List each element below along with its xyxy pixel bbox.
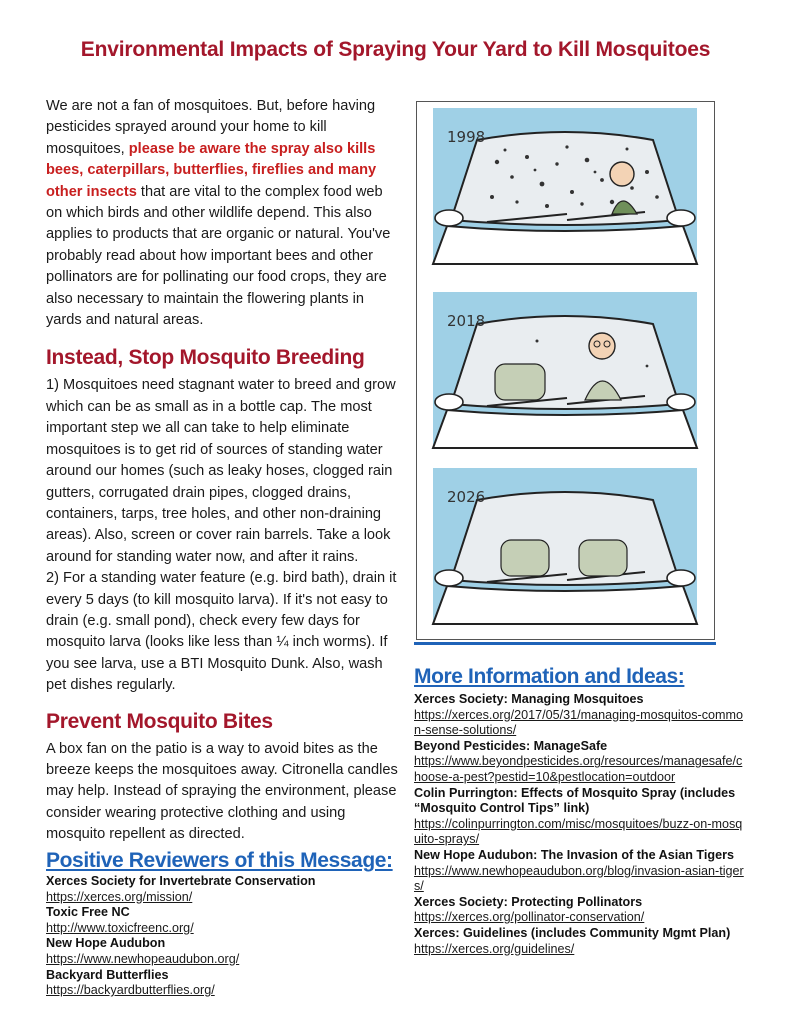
resource-link[interactable]: https://colinpurrington.com/misc/mosquitoes/buzz-on-mosquito-sprays/ <box>414 816 743 847</box>
page-title: Environmental Impacts of Spraying Your Yard to Kill Mosquitoes <box>80 38 711 61</box>
resource-link[interactable]: https://www.beyondpesticides.org/resources/managesafe/choose-a-pest?pestid=10&pestlocation=outdoor <box>414 754 743 784</box>
reviewers-heading: Positive Reviewers of this Message: <box>46 849 393 872</box>
prevent-bites-heading: Prevent Mosquito Bites <box>46 709 273 733</box>
reviewers-list <box>46 874 406 999</box>
windshield-cartoon <box>416 101 715 640</box>
resource-link[interactable]: https://www.newhopeaudubon.org/blog/invasion-asian-tigers/ <box>414 863 744 894</box>
reviewer-name: Xerces Society for Invertebrate Conservation <box>46 874 316 888</box>
driver-seat <box>579 540 627 576</box>
resource-link[interactable]: https://xerces.org/guidelines/ <box>414 941 575 956</box>
year-label: 1998 <box>447 128 486 146</box>
resource-title: New Hope Audubon: The Invasion of the Asian Tigers <box>414 847 734 862</box>
more-info-section <box>414 664 744 957</box>
reviewer-name: Toxic Free NC <box>46 905 130 920</box>
year-label: 2026 <box>447 488 486 506</box>
panel-2018 <box>433 292 697 448</box>
section-divider <box>414 642 716 645</box>
intro-paragraph <box>46 96 398 331</box>
reviewer-link[interactable]: https://xerces.org/mission/ <box>46 889 193 904</box>
resource-title: Xerces: Guidelines (includes Community Mgmt Plan) <box>414 925 731 940</box>
resource-title: Xerces Society: Protecting Pollinators <box>414 894 643 909</box>
more-info-heading: More Information and Ideas: <box>414 665 685 688</box>
stop-breeding-step-2: 2) For a standing water feature (e.g. bird bath), drain it every 5 days (to kill mosquito larva). If it's not easy to drain (e.g. small pond), check every few days for mosquito larva (looks like less than ¼ inch worms). If you see larva, use a BTI Mosquito Dunk. Also, wash pet dishes regularly. <box>46 570 397 694</box>
reviewers-section <box>46 848 406 999</box>
panel-1998 <box>433 108 697 264</box>
resource-title: Beyond Pesticides: ManageSafe <box>414 738 608 753</box>
resource-link[interactable]: https://xerces.org/2017/05/31/managing-mosquitos-common-sense-solutions/ <box>414 707 744 738</box>
reviewer-name: New Hope Audubon <box>46 936 166 951</box>
main-text-column <box>46 96 398 846</box>
prevent-bites-paragraph: A box fan on the patio is a way to avoid bites as the breeze keeps the mosquitoes away. Citronella candles may help. Instead of spraying the environment, please consider wearing protective clothing and using mosquito repellent as directed. <box>46 740 398 843</box>
cartoon-svg <box>417 102 714 639</box>
stop-breeding-heading: Instead, Stop Mosquito Breeding <box>46 346 365 370</box>
reviewer-link[interactable]: https://backyardbutterflies.org/ <box>46 983 215 998</box>
intro-text-end: that are vital to the complex food web on which birds and other wildlife depend. This also applies to products that are organic or natural. You've probably read about how important bees and other pollinators are for pollinating our food crops, they are also necessary to maintain the flowering plants in yards and natural areas. <box>46 183 391 329</box>
stop-breeding-step-1: 1) Mosquitoes need stagnant water to breed and grow which can be as small as in a bottle cap. The most important step we all can take to help eliminate mosquitoes is to get rid of sources of standing water around our homes (such as leaky hoses, clogged rain gutters, corrugated drain pipes, clogged drains, containers, tarps, tree holes, and other non-draining areas). Also, screen or cover rain barrels. Take a look around for standing water now, and after it rains. <box>46 377 396 565</box>
resource-title: Colin Purrington: Effects of Mosquito Spray (includes “Mosquito Control Tips” link) <box>414 785 736 816</box>
reviewer-name: Backyard Butterflies <box>46 967 169 982</box>
warning-text: please be aware the spray also kills bees, caterpillars, butterflies, fireflies and many other insects <box>46 140 377 200</box>
more-info-list <box>414 692 744 957</box>
reviewer-link[interactable]: https://www.newhopeaudubon.org/ <box>46 951 240 966</box>
intro-text-start: We are not a fan of mosquitoes. But, before having pesticides sprayed around your home to kill mosquitoes, <box>46 98 376 157</box>
panel-2026 <box>433 468 697 624</box>
resource-title: Xerces Society: Managing Mosquitoes <box>414 692 644 706</box>
passenger-seat <box>501 540 549 576</box>
resource-link[interactable]: https://xerces.org/pollinator-conservation/ <box>414 910 645 925</box>
year-label: 2018 <box>447 312 486 330</box>
passenger-seat <box>495 364 545 400</box>
reviewer-link[interactable]: http://www.toxicfreenc.org/ <box>46 920 194 935</box>
